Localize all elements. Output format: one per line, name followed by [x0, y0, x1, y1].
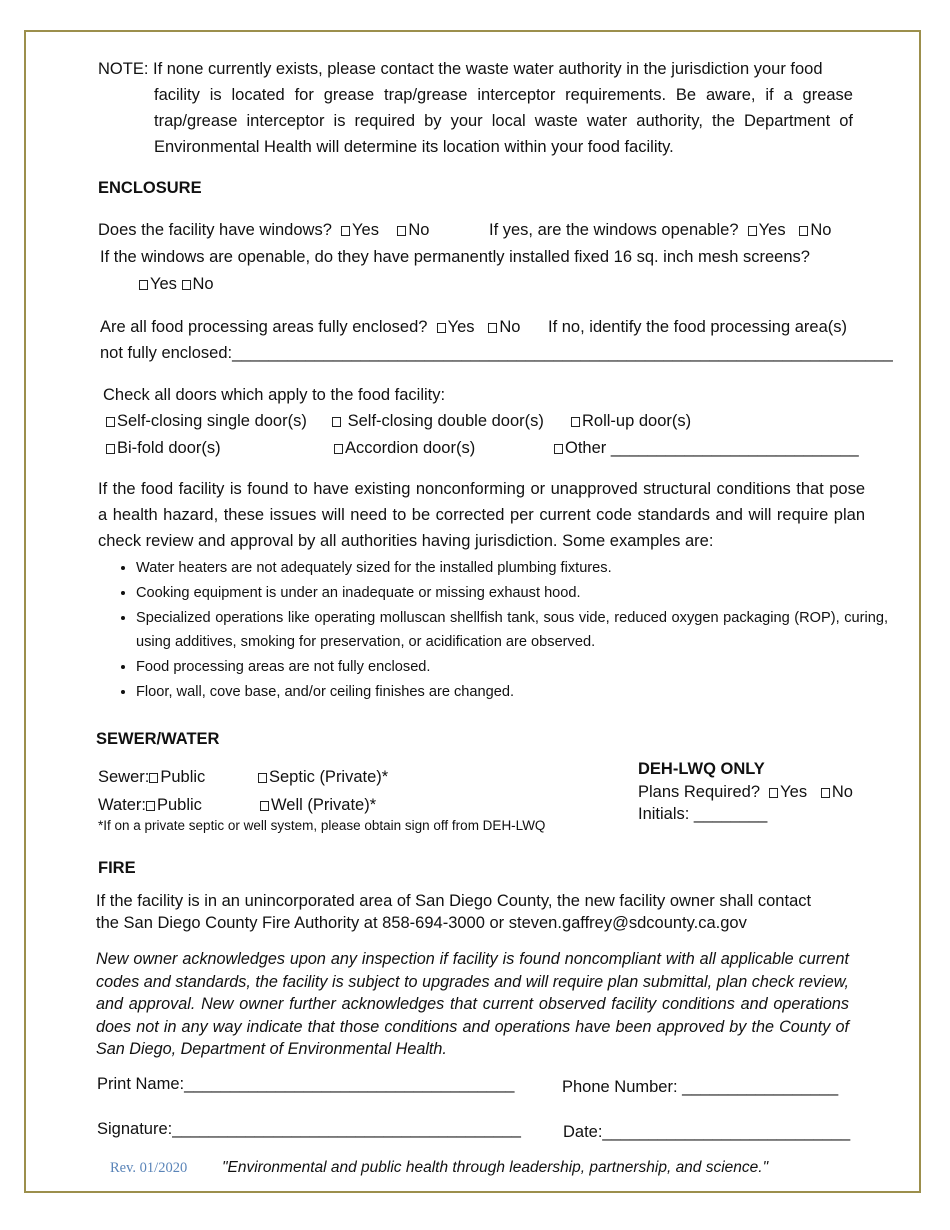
- screens-no-checkbox[interactable]: [182, 280, 191, 290]
- sewer-public-checkbox[interactable]: [149, 773, 158, 783]
- plans-no-checkbox[interactable]: [821, 788, 830, 798]
- nonconforming-paragraph: If the food facility is found to have existing nonconforming or unapproved structural conditions that pose a health hazard, these issues will need to be corrected per current code standards and will require plan check review and approval by all authorities having jurisdiction. Some examples are:: [98, 480, 865, 550]
- windows-yes-checkbox[interactable]: [341, 226, 350, 236]
- well-checkbox[interactable]: [260, 801, 269, 811]
- door-accordion-checkbox[interactable]: [334, 444, 343, 454]
- enclosure-heading: ENCLOSURE: [98, 179, 202, 197]
- openable-no-label: No: [810, 221, 832, 239]
- list-item: • Floor, wall, cove base, and/or ceiling finishes are changed.: [136, 680, 888, 704]
- door-rollup-checkbox[interactable]: [571, 417, 580, 427]
- grease-trap-note: [98, 56, 853, 160]
- door-single-label: Self-closing single door(s): [117, 412, 307, 430]
- door-other-checkbox[interactable]: [554, 444, 563, 454]
- windows-question-row: [98, 217, 429, 243]
- door-bifold-checkbox[interactable]: [106, 444, 115, 454]
- note-continuation: facility is located for grease trap/grease interceptor requirements. Be aware, if a grease trap/grease interceptor is required by your local waste water authority, the Department of Environmental Health will determine its location within your food facility.: [154, 86, 853, 156]
- openable-question-row: [489, 217, 831, 243]
- water-public-checkbox[interactable]: [146, 801, 155, 811]
- septic-label: Septic (Private)*: [269, 768, 389, 786]
- door-double-label: Self-closing double door(s): [347, 412, 544, 430]
- screens-yes-label: Yes: [150, 275, 177, 293]
- well-label: Well (Private)*: [271, 796, 377, 814]
- door-rollup-label: Roll-up door(s): [582, 412, 692, 430]
- doors-intro: Check all doors which apply to the food facility:: [103, 386, 446, 404]
- well-option: [260, 792, 376, 818]
- print-name-field[interactable]: Print Name:____________________________________: [97, 1075, 515, 1093]
- screens-answer-row: [139, 271, 214, 297]
- initials-field[interactable]: Initials: ________: [638, 805, 768, 823]
- door-other-option: [554, 435, 859, 461]
- openable-question: If yes, are the windows openable?: [489, 221, 739, 239]
- plans-no-label: No: [831, 783, 853, 801]
- date-field[interactable]: Date:___________________________: [563, 1123, 851, 1141]
- not-enclosed-field[interactable]: not fully enclosed:________________________________________________________________________: [100, 344, 893, 362]
- plans-yes-label: Yes: [780, 783, 808, 801]
- sewer-label: Sewer:: [98, 768, 150, 786]
- door-rollup-option: [571, 408, 691, 434]
- door-single-option: [106, 408, 307, 434]
- fire-line-1: If the facility is in an unincorporated area of San Diego County, the new facility owner shall contact: [96, 892, 812, 910]
- fire-heading: FIRE: [98, 859, 136, 877]
- enclosed-no-label: No: [499, 318, 521, 336]
- identify-areas-text: If no, identify the food processing area(s): [548, 318, 847, 336]
- door-double-option: [332, 408, 544, 434]
- septic-checkbox[interactable]: [258, 773, 267, 783]
- list-item: • Cooking equipment is under an inadequate or missing exhaust hood.: [136, 581, 888, 605]
- deh-lwq-heading: DEH-LWQ ONLY: [638, 760, 765, 778]
- water-label: Water:: [98, 796, 146, 814]
- list-item: • Specialized operations like operating molluscan shellfish tank, sous vide, reduced oxygen packaging (ROP), curing, using additives, smoking for preservation, or acidification are observed.: [136, 606, 888, 654]
- sewer-water-heading: SEWER/WATER: [96, 730, 220, 748]
- door-single-checkbox[interactable]: [106, 417, 115, 427]
- windows-no-checkbox[interactable]: [397, 226, 406, 236]
- examples-list: [98, 556, 888, 705]
- screens-no-label: No: [192, 275, 214, 293]
- sewer-public-label: Public: [160, 768, 206, 786]
- enclosed-question-row: [100, 314, 520, 340]
- windows-no-label: No: [408, 221, 430, 239]
- openable-yes-checkbox[interactable]: [748, 226, 757, 236]
- door-double-checkbox[interactable]: [332, 417, 341, 427]
- screens-yes-checkbox[interactable]: [139, 280, 148, 290]
- windows-yes-label: Yes: [352, 221, 379, 239]
- door-bifold-label: Bi-fold door(s): [117, 439, 221, 457]
- sewer-row: [98, 764, 205, 790]
- enclosed-yes-label: Yes: [447, 318, 475, 336]
- door-bifold-option: [106, 435, 221, 461]
- openable-yes-label: Yes: [758, 221, 786, 239]
- door-accordion-option: [334, 435, 475, 461]
- door-accordion-label: Accordion door(s): [345, 439, 476, 457]
- screens-question: If the windows are openable, do they have permanently installed fixed 16 sq. inch mesh screens?: [100, 248, 810, 266]
- fire-line-2: the San Diego County Fire Authority at 858-694-3000 or steven.gaffrey@sdcounty.ca.gov: [96, 914, 747, 932]
- septic-option: [258, 764, 388, 790]
- door-other-label[interactable]: Other ___________________________: [565, 439, 859, 457]
- enclosed-yes-checkbox[interactable]: [437, 323, 446, 333]
- note-first-line: NOTE: If none currently exists, please contact the waste water authority in the jurisdiction your food: [98, 60, 823, 78]
- plans-yes-checkbox[interactable]: [769, 788, 778, 798]
- water-row: [98, 792, 202, 818]
- revision-label: Rev. 01/2020: [110, 1160, 188, 1176]
- owner-acknowledgement: New owner acknowledges upon any inspection if facility is found noncompliant with all applicable current codes and standards, the facility is subject to upgrades and will require plan submittal, plan check review, and approval. New owner further acknowledges that current observed facility conditions and operations does not in any way indicate that those conditions and operations have been approved by the County of San Diego, Department of Environmental Health.: [96, 950, 849, 1058]
- list-item: • Food processing areas are not fully enclosed.: [136, 655, 888, 679]
- footer-motto: "Environmental and public health through leadership, partnership, and science.": [222, 1159, 769, 1176]
- plans-required-question: Plans Required?: [638, 783, 760, 801]
- enclosed-question: Are all food processing areas fully enclosed?: [100, 318, 428, 336]
- private-system-footnote: *If on a private septic or well system, please obtain sign off from DEH-LWQ: [98, 818, 546, 833]
- water-public-label: Public: [156, 796, 202, 814]
- enclosed-no-checkbox[interactable]: [488, 323, 497, 333]
- phone-number-field[interactable]: Phone Number: _________________: [562, 1078, 839, 1096]
- windows-question: Does the facility have windows?: [98, 221, 332, 239]
- openable-no-checkbox[interactable]: [799, 226, 808, 236]
- signature-field[interactable]: Signature:______________________________________: [97, 1120, 521, 1138]
- list-item: • Water heaters are not adequately sized for the installed plumbing fixtures.: [136, 556, 888, 580]
